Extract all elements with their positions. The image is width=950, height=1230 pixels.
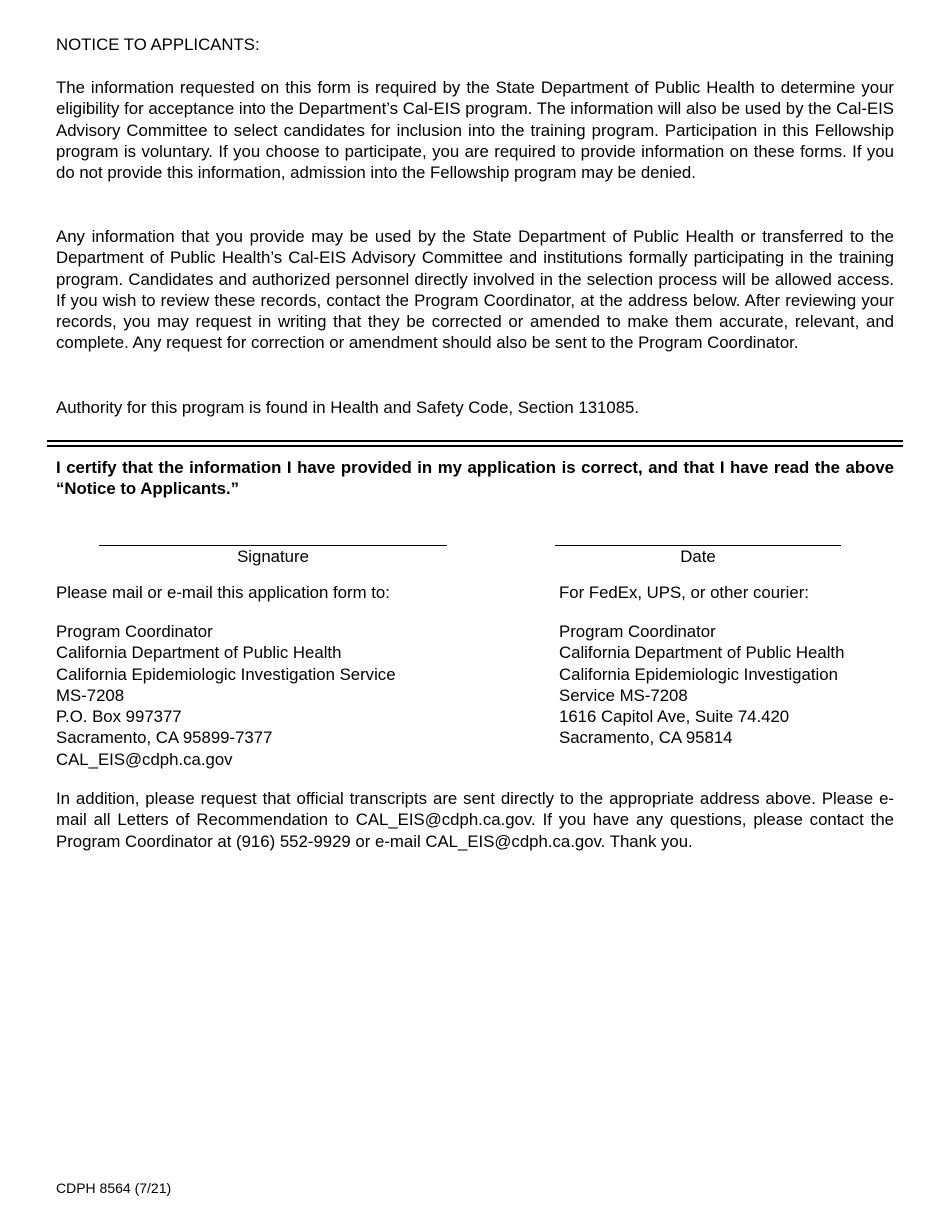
courier-address-street: 1616 Capitol Ave, Suite 74.420	[559, 707, 790, 727]
mail-address-city: Sacramento, CA 95899-7377	[56, 728, 273, 748]
authority-statement: Authority for this program is found in Health and Safety Code, Section 131085.	[56, 398, 640, 417]
courier-address-city: Sacramento, CA 95814	[559, 728, 733, 748]
section-divider-top	[47, 440, 903, 442]
mail-address	[56, 621, 456, 770]
courier-address	[559, 621, 889, 749]
notice-paragraph-purpose: The information requested on this form is required by the State Department of Public Health to determine your eligibility for acceptance into the Department’s Cal-EIS program. The information will also be used by the Cal-EIS Advisory Committee to select candidates for inclusion into the training program. Participation in this Fellowship program is voluntary. If you choose to participate, you are required to provide information on these forms. If you do not provide this information, admission into the Fellowship program may be denied.	[56, 78, 894, 183]
mail-address-po-box: P.O. Box 997377	[56, 707, 182, 727]
notice-paragraph-disclosure: Any information that you provide may be used by the State Department of Public Health or transferred to the Department of Public Health’s Cal-EIS Advisory Committee and institutions formally participating in the training program. Candidates and authorized personnel directly involved in the selection process will be allowed access. If you wish to review these records, contact the Program Coordinator, at the address below. After reviewing your records, you may request in writing that they be corrected or amended to make them accurate, relevant, and complete. Any request for correction or amendment should also be sent to the Program Coordinator.	[56, 227, 894, 353]
date-label: Date	[680, 547, 716, 566]
closing-instructions: In addition, please request that official transcripts are sent directly to the appropriate address above. Please e-mail all Letters of Recommendation to CAL_EIS@cdph.ca.gov. If you have any questions, please contact the Program Coordinator at (916) 552-9929 or e-mail CAL_EIS@cdph.ca.gov. Thank you.	[56, 789, 894, 851]
mail-address-department: California Department of Public Health	[56, 643, 342, 663]
mail-address-mailstop: MS-7208	[56, 685, 125, 705]
mail-address-email: CAL_EIS@cdph.ca.gov	[56, 749, 233, 769]
notice-heading: NOTICE TO APPLICANTS:	[56, 35, 260, 54]
section-divider-bottom	[47, 445, 903, 447]
mail-address-recipient: Program Coordinator	[56, 622, 213, 641]
courier-heading: For FedEx, UPS, or other courier:	[559, 583, 809, 602]
courier-address-service: California Epidemiologic Investigation	[559, 664, 838, 684]
courier-address-department: California Department of Public Health	[559, 643, 845, 663]
courier-address-mailstop: Service MS-7208	[559, 685, 688, 705]
courier-address-recipient: Program Coordinator	[559, 622, 716, 641]
mail-address-service: California Epidemiologic Investigation Service	[56, 664, 396, 684]
signature-label: Signature	[237, 547, 309, 566]
form-number: CDPH 8564 (7/21)	[56, 1180, 172, 1196]
certification-statement: I certify that the information I have provided in my application is correct, and that I have read the above “Notice to Applicants.”	[56, 458, 894, 499]
mail-heading: Please mail or e-mail this application form to:	[56, 583, 390, 602]
